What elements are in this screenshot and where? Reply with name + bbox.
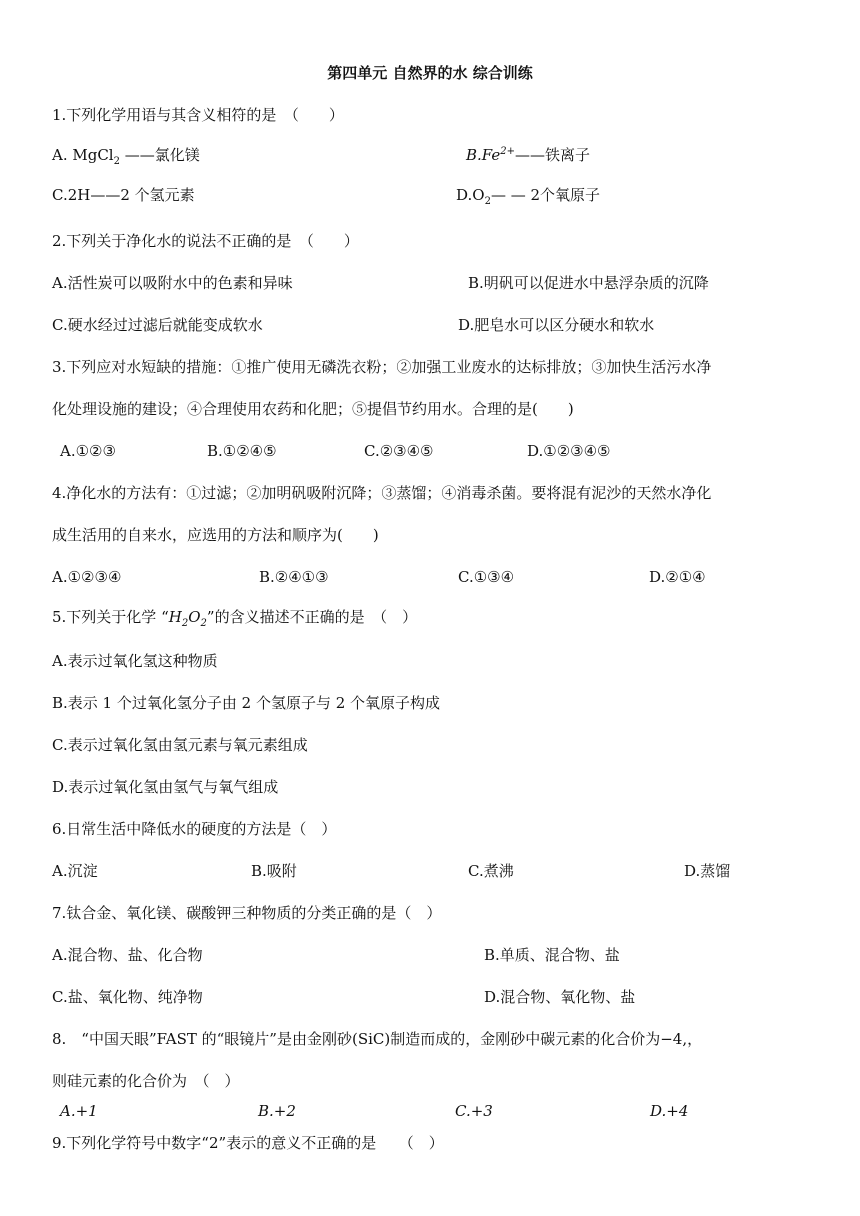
question-2-stem: 2.下列关于净化水的说法不正确的是 （ ） — [52, 232, 359, 250]
question-6-option-c: C.煮沸 — [468, 862, 514, 880]
question-8-option-c: C.+3 — [455, 1102, 493, 1120]
question-8-stem-line-2: 则硅元素的化合价为 （ ） — [52, 1072, 240, 1090]
question-6-option-b: B.吸附 — [251, 862, 297, 880]
question-8-option-a: A.+1 — [60, 1102, 98, 1120]
question-9-stem: 9.下列化学符号中数字“2”表示的意义不正确的是 （ ） — [52, 1134, 444, 1152]
question-3-stem-line-1: 3.下列应对水短缺的措施：①推广使用无磷洗衣粉；②加强工业废水的达标排放；③加快生活污水净 — [52, 358, 712, 376]
question-5-option-b: B.表示 1 个过氧化氢分子由 2 个氢原子与 2 个氧原子构成 — [52, 694, 441, 712]
question-8-option-d: D.+4 — [650, 1102, 689, 1120]
question-6-option-d: D.蒸馏 — [684, 862, 731, 880]
question-7-option-b: B.单质、混合物、盐 — [484, 946, 620, 964]
question-1-option-a: A. MgCl$_2$ ——氯化镁 — [52, 146, 200, 167]
question-2-option-b: B.明矾可以促进水中悬浮杂质的沉降 — [468, 274, 709, 292]
question-8-stem-line-1: 8. “中国天眼”FAST 的“眼镜片”是由金刚砂(SiC)制造而成的，金刚砂中碳元素的化合价为−4,， — [52, 1030, 703, 1048]
question-3-option-d: D.①②③④⑤ — [527, 442, 611, 460]
question-3-option-b: B.①②④⑤ — [207, 442, 277, 460]
question-3-stem-line-2: 化处理设施的建设；④合理使用农药和化肥；⑤提倡节约用水。合理的是( ) — [52, 400, 574, 418]
question-1-option-c: C.2H——2 个氢元素 — [52, 186, 195, 204]
question-5-option-d: D.表示过氧化氢由氢气与氧气组成 — [52, 778, 279, 796]
question-7-stem: 7.钛合金、氧化镁、碳酸钾三种物质的分类正确的是（ ） — [52, 904, 442, 922]
question-8-option-b: B.+2 — [258, 1102, 296, 1120]
question-5-option-a: A.表示过氧化氢这种物质 — [52, 652, 218, 670]
question-4-option-a: A.①②③④ — [52, 568, 122, 586]
question-4-stem-line-2: 成生活用的自来水，应选用的方法和顺序为( ) — [52, 526, 379, 544]
question-2-option-d: D.肥皂水可以区分硬水和软水 — [458, 316, 655, 334]
question-2-option-c: C.硬水经过过滤后就能变成软水 — [52, 316, 263, 334]
question-4-option-d: D.②①④ — [649, 568, 706, 586]
question-5-stem: 5.下列关于化学 “$H_2O_2$”的含义描述不正确的是 （ ） — [52, 608, 418, 629]
question-6-stem: 6.日常生活中降低水的硬度的方法是（ ） — [52, 820, 337, 838]
question-1-option-b: $B.Fe^{2+}——$铁离子 — [466, 146, 591, 164]
question-3-option-a: A.①②③ — [60, 442, 116, 460]
question-1-option-d: $D.O_2—$ — 2个氧原子 — [456, 186, 601, 207]
question-7-option-c: C.盐、氧化物、纯净物 — [52, 988, 203, 1006]
question-4-option-c: C.①③④ — [458, 568, 515, 586]
question-6-option-a: A.沉淀 — [52, 862, 98, 880]
question-4-option-b: B.②④①③ — [259, 568, 329, 586]
question-7-option-d: D.混合物、氧化物、盐 — [484, 988, 636, 1006]
question-5-option-c: C.表示过氧化氢由氢元素与氧元素组成 — [52, 736, 308, 754]
page-title: 第四单元 自然界的水 综合训练 — [327, 64, 533, 82]
question-7-option-a: A.混合物、盐、化合物 — [52, 946, 203, 964]
question-1-stem: 1.下列化学用语与其含义相符的是 （ ） — [52, 106, 344, 124]
question-3-option-c: C.②③④⑤ — [364, 442, 434, 460]
question-4-stem-line-1: 4.净化水的方法有：①过滤；②加明矾吸附沉降；③蒸馏；④消毒杀菌。要将混有泥沙的天然水净化 — [52, 484, 712, 502]
question-2-option-a: A.活性炭可以吸附水中的色素和异味 — [52, 274, 293, 292]
